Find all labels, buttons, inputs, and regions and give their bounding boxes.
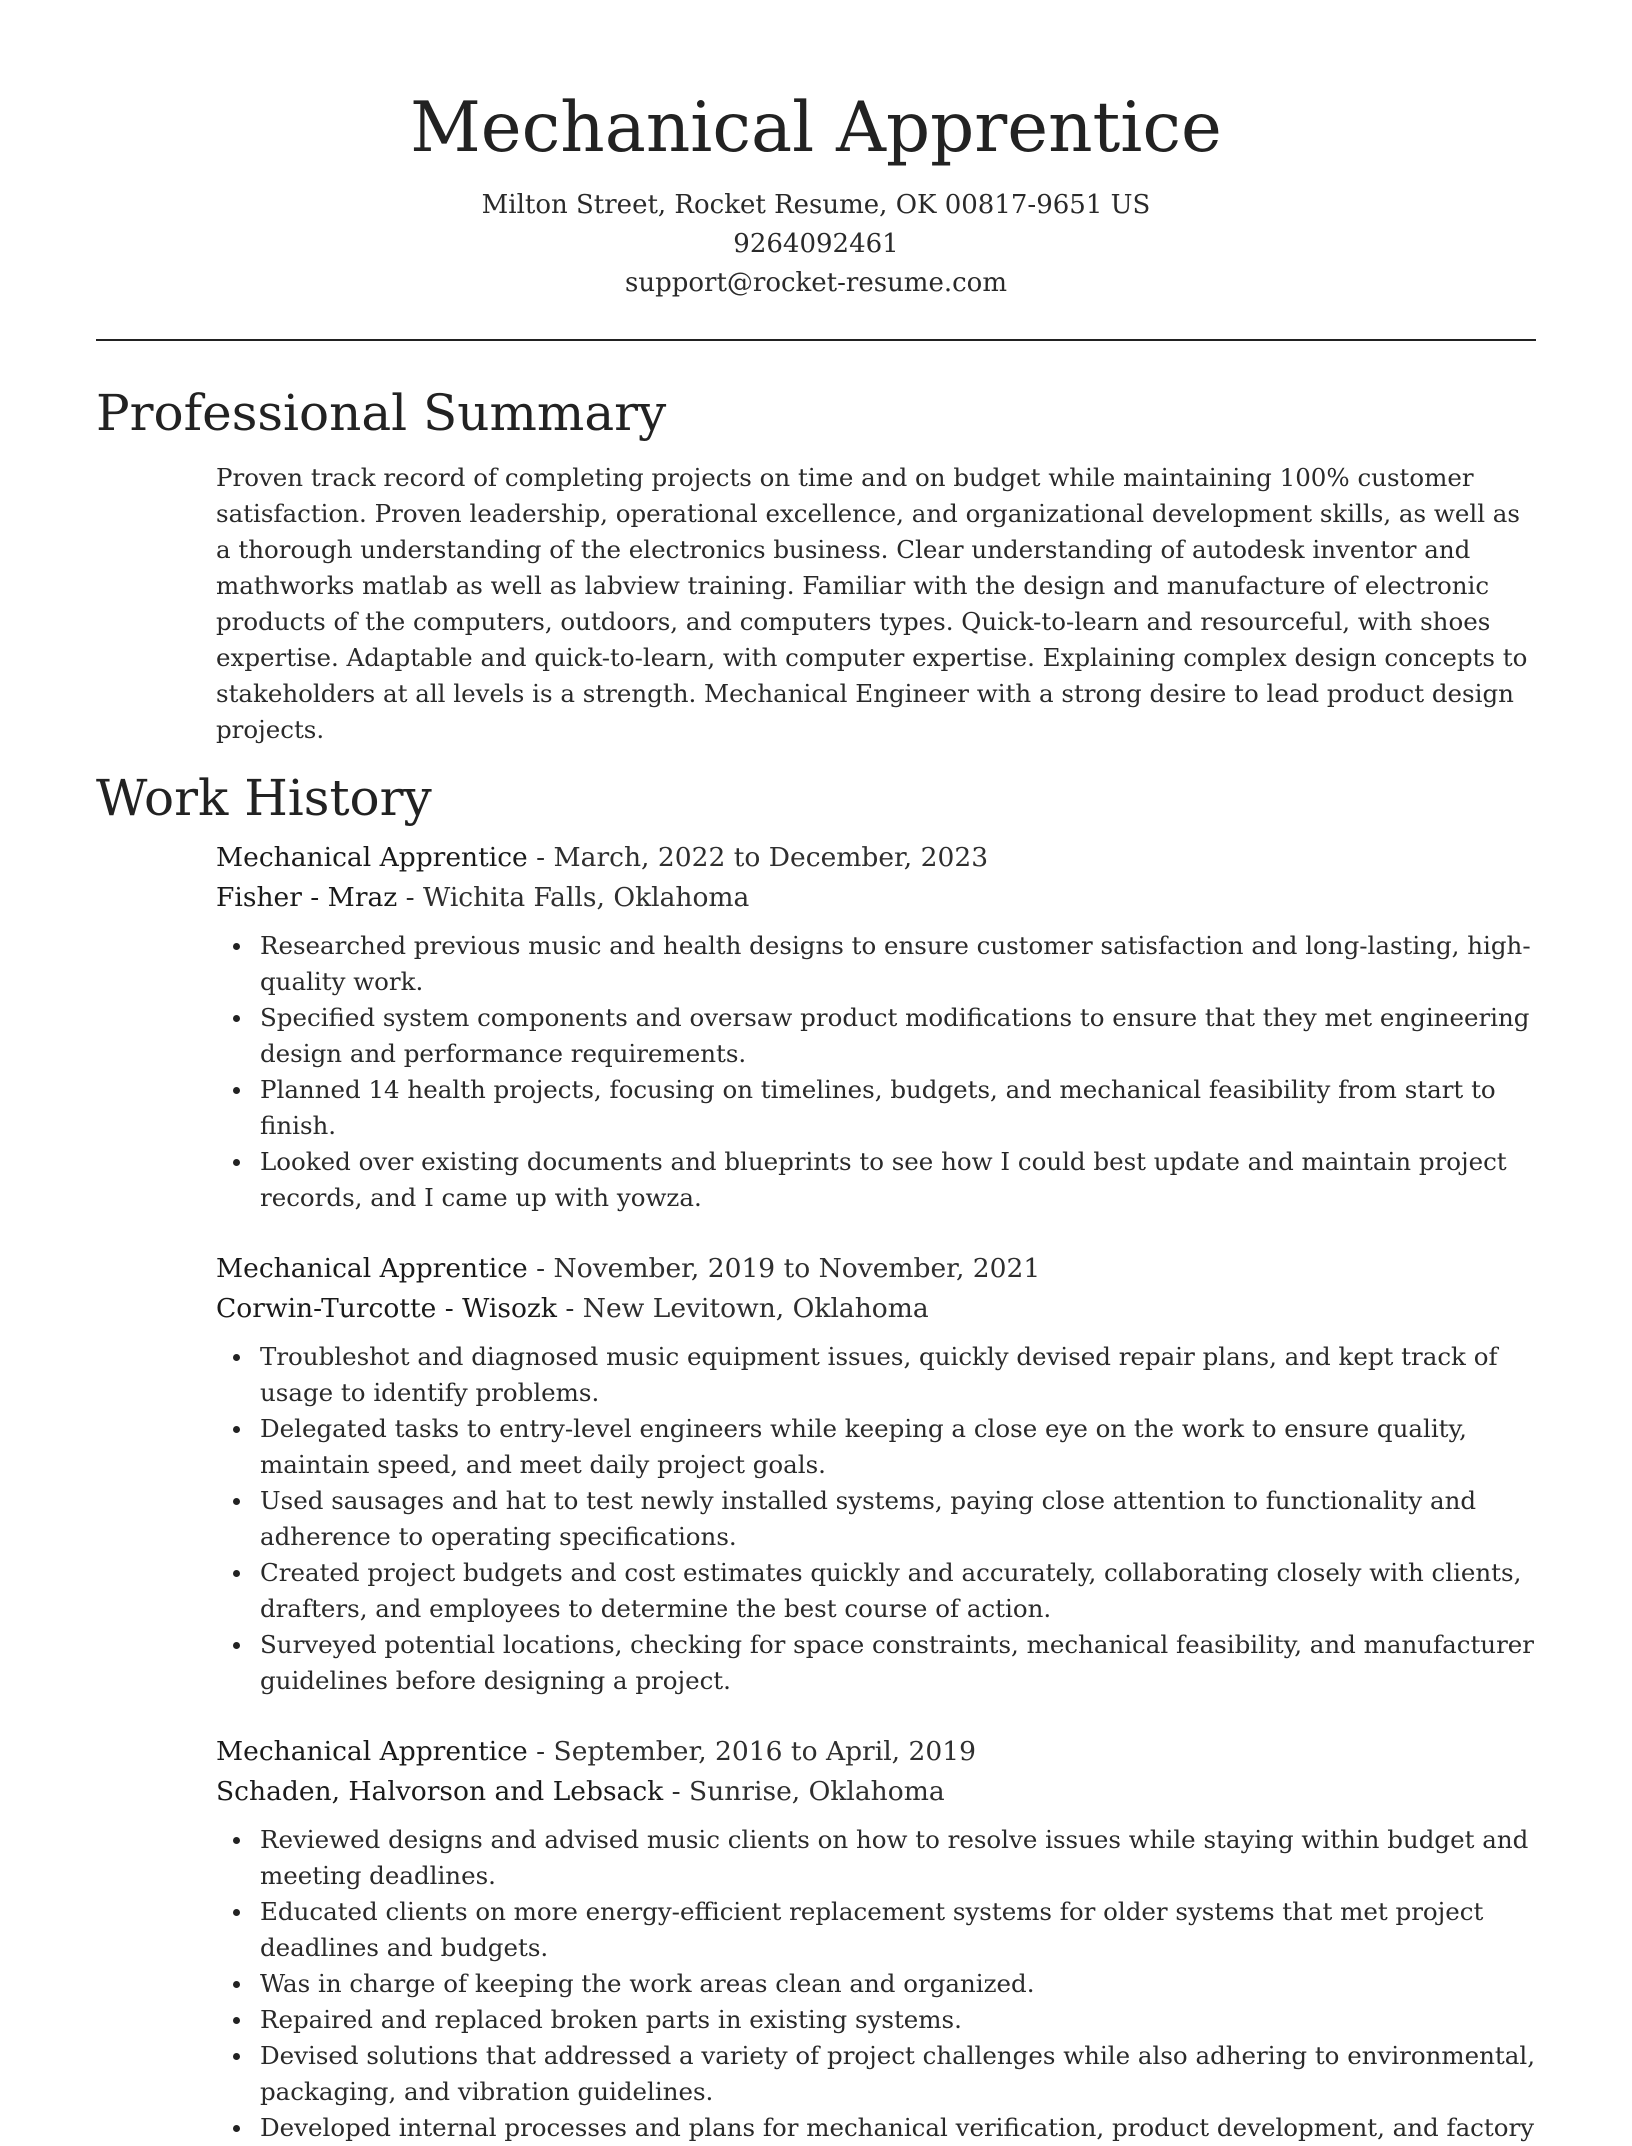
bullet-text: Developed internal processes and plans for mechanical verification, product development, and factory — [260, 2113, 1535, 2142]
section-title-work-history: Work History — [96, 769, 432, 827]
job-company-line — [216, 1289, 1536, 1329]
bullet-icon — [233, 1909, 240, 1916]
header-divider — [96, 339, 1536, 341]
bullet-text: Researched previous music and health designs to ensure customer satisfaction and long-lasting, high-quality work. — [260, 931, 1531, 996]
bullet-icon — [233, 1015, 240, 1022]
bullet-text: Planned 14 health projects, focusing on timelines, budgets, and mechanical feasibility from start to finish. — [260, 1075, 1496, 1140]
bullet-text: Devised solutions that addressed a variety of project challenges while also adhering to environmental, packaging, and vibration guidelines. — [260, 2041, 1535, 2106]
bullet-icon — [233, 1498, 240, 1505]
bullet-item — [260, 2110, 1536, 2146]
job-company: Corwin-Turcotte - Wisozk — [216, 1293, 557, 1324]
job-role: Mechanical Apprentice — [216, 1736, 528, 1767]
bullet-icon — [233, 943, 240, 950]
bullet-text: Reviewed designs and advised music clients on how to resolve issues while staying within budget and meeting deadlines. — [260, 1825, 1529, 1890]
bullet-text: Surveyed potential locations, checking for space constraints, mechanical feasibility, and manufacturer guidelines before designing a project. — [260, 1630, 1534, 1695]
bullet-text: Created project budgets and cost estimates quickly and accurately, collaborating closely with clients, drafters, and employees to determine the best course of action. — [260, 1558, 1522, 1623]
summary-text: Proven track record of completing projects on time and on budget while maintaining 100% customer satisfaction. Proven leadership, operational excellence, and organizational development skills, as well as a thorough understanding of the electronics business. Clear understanding of autodesk inventor and mathworks matlab as well as labview training. Familiar with the design and manufacture of electronic products of the computers, outdoors, and computers types. Quick-to-learn and resourceful, with shoes expertise. Adaptable and quick-to-learn, with computer expertise. Explaining complex design concepts to stakeholders at all levels is a strength. Mechanical Engineer with a strong desire to lead product design projects. — [216, 463, 1528, 744]
job-location: - Wichita Falls, Oklahoma — [397, 882, 750, 913]
job-title-line — [216, 1249, 1536, 1289]
bullet-icon — [233, 1159, 240, 1166]
job-role: Mechanical Apprentice — [216, 1253, 528, 1284]
bullet-icon — [233, 1426, 240, 1433]
section-title-summary: Professional Summary — [96, 384, 667, 442]
job-company: Schaden, Halvorson and Lebsack — [216, 1776, 664, 1807]
contact-address: Milton Street, Rocket Resume, OK 00817-9651 US — [481, 190, 1151, 220]
job-title-line — [216, 838, 1536, 878]
bullet-icon — [233, 2125, 240, 2132]
job-dates: - September, 2016 to April, 2019 — [527, 1736, 976, 1767]
bullet-icon — [233, 2017, 240, 2024]
bullet-icon — [233, 1354, 240, 1361]
job-entry — [216, 1249, 1536, 1699]
job-dates: - March, 2022 to December, 2023 — [527, 842, 989, 873]
job-role: Mechanical Apprentice — [216, 842, 528, 873]
bullet-text: Looked over existing documents and blueprints to see how I could best update and maintain project records, and I came up with yowza. — [260, 1147, 1507, 1212]
candidate-name: Mechanical Apprentice — [410, 88, 1222, 168]
resume-header — [96, 0, 1536, 303]
bullet-item — [260, 1966, 1536, 2002]
bullet-item — [260, 1894, 1536, 1966]
job-title-line — [216, 1732, 1536, 1772]
bullet-item — [260, 1483, 1536, 1555]
bullet-item — [260, 2002, 1536, 2038]
job-bullets — [216, 1822, 1536, 2146]
bullet-text: Educated clients on more energy-efficient replacement systems for older systems that met project deadlines and budgets. — [260, 1897, 1484, 1962]
job-entry — [216, 1732, 1536, 2146]
contact-email: support@rocket-resume.com — [624, 268, 1007, 298]
bullet-text: Specified system components and oversaw product modifications to ensure that they met engineering design and performance requirements. — [260, 1003, 1530, 1068]
bullet-text: Troubleshot and diagnosed music equipment issues, quickly devised repair plans, and kept track of usage to identify problems. — [260, 1342, 1498, 1407]
bullet-text: Delegated tasks to entry-level engineers while keeping a close eye on the work to ensure quality, maintain speed, and meet daily project goals. — [260, 1414, 1467, 1479]
bullet-icon — [233, 1837, 240, 1844]
bullet-item — [260, 2038, 1536, 2110]
bullet-item — [260, 1411, 1536, 1483]
bullet-text: Repaired and replaced broken parts in existing systems. — [260, 2005, 962, 2034]
bullet-icon — [233, 1087, 240, 1094]
bullet-item — [260, 1555, 1536, 1627]
bullet-item — [260, 928, 1536, 1000]
job-dates: - November, 2019 to November, 2021 — [527, 1253, 1041, 1284]
bullet-item — [260, 1339, 1536, 1411]
job-company: Fisher - Mraz — [216, 882, 398, 913]
bullet-icon — [233, 1570, 240, 1577]
job-location: - Sunrise, Oklahoma — [663, 1776, 945, 1807]
bullet-icon — [233, 1642, 240, 1649]
job-company-line — [216, 1772, 1536, 1812]
bullet-text: Used sausages and hat to test newly installed systems, paying close attention to functionality and adherence to operating specifications. — [260, 1486, 1477, 1551]
contact-phone: 9264092461 — [733, 229, 899, 259]
bullet-item — [260, 1000, 1536, 1072]
bullet-text: Was in charge of keeping the work areas clean and organized. — [260, 1969, 1035, 1998]
resume-page — [96, 0, 1536, 2146]
job-location: - New Levitown, Oklahoma — [556, 1293, 929, 1324]
job-company-line — [216, 878, 1536, 918]
bullet-item — [260, 1627, 1536, 1699]
bullet-icon — [233, 2053, 240, 2060]
bullet-item — [260, 1822, 1536, 1894]
bullet-item — [260, 1144, 1536, 1216]
job-entry — [216, 838, 1536, 1216]
job-bullets — [216, 1339, 1536, 1699]
bullet-item — [260, 1072, 1536, 1144]
bullet-icon — [233, 1981, 240, 1988]
job-bullets — [216, 928, 1536, 1216]
